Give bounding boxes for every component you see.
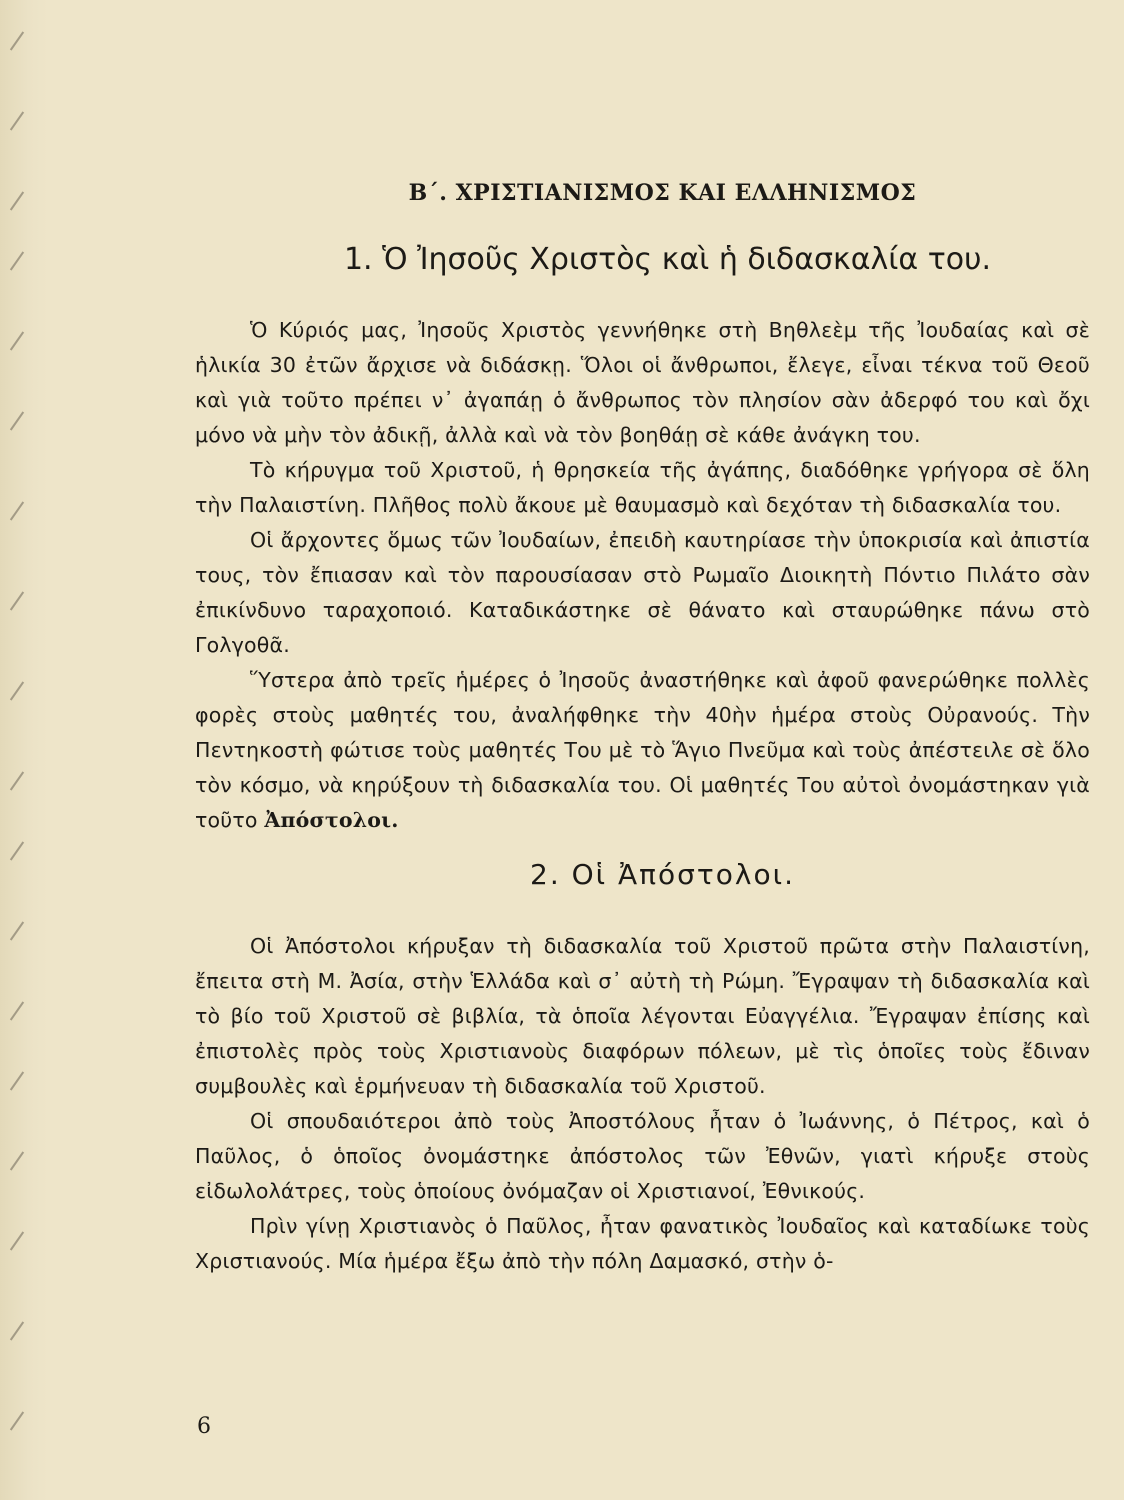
paragraph-text: Ὕστερα ἀπὸ τρεῖς ἡμέρες ὁ Ἰησοῦς ἀναστήθηκε καὶ ἀφοῦ φανερώθηκε πολλὲς φορὲς στοὺς μαθητές του, ἀναλήφθηκε τὴν 40ὴν ἡμέρα στοὺς Οὐρανούς. Τὴν Πεντηκοστὴ φώτισε τοὺς μαθητές Του μὲ τὸ Ἅγιο Πνεῦμα καὶ τοὺς ἀπέστειλε σὲ ὅλο τὸν κόσμο, νὰ κηρύξουν τὴ διδασκαλία του. Οἱ μαθητές Του αὐτοὶ ὀνομάστηκαν γιὰ τοῦτο: [195, 668, 1090, 832]
chapter-2-title: 2. Οἱ Ἀπόστολοι.: [530, 858, 795, 891]
paragraph: Τὸ κήρυγμα τοῦ Χριστοῦ, ἡ θρησκεία τῆς ἀγάπης, διαδόθηκε γρήγορα σὲ ὅλη τὴν Παλαιστίνη. Πλῆθος πολὺ ἄκουε μὲ θαυμασμὸ καὶ δεχόταν τὴ διδασκαλία του.: [195, 458, 1090, 517]
paragraph: Ὁ Κύριός μας, Ἰησοῦς Χριστὸς γεννήθηκε στὴ Βηθλεὲμ τῆς Ἰουδαίας καὶ σὲ ἡλικία 30 ἐτῶν ἄρχισε νὰ διδάσκῃ. Ὅλοι οἱ ἄνθρωποι, ἔλεγε, εἶναι τέκνα τοῦ Θεοῦ καὶ γιὰ τοῦτο πρέπει ν᾽ ἀγαπάῃ ὁ ἄνθρωπος τὸν πλησίον σὰν ἀδερφό του καὶ ὄχι μόνο νὰ μὴν τὸν ἀδικῇ, ἀλλὰ καὶ νὰ τὸν βοηθάῃ σὲ κάθε ἀνάγκη του.: [195, 318, 1090, 447]
page-content: [195, 180, 1090, 1279]
paragraph: Οἱ ἄρχοντες ὅμως τῶν Ἰουδαίων, ἐπειδὴ καυτηρίασε τὴν ὑποκρισία καὶ ἀπιστία τους, τὸν ἔπιασαν καὶ τὸν παρουσίασαν στὸ Ρωμαῖο Διοικητὴ Πόντιο Πιλάτο σὰν ἐπικίνδυνο ταραχοποιό. Καταδικάστηκε σὲ θάνατο καὶ σταυρώθηκε πάνω στὸ Γολγοθᾶ.: [195, 528, 1090, 657]
paragraph: Οἱ σπουδαιότεροι ἀπὸ τοὺς Ἀποστόλους ἦταν ὁ Ἰωάννης, ὁ Πέτρος, καὶ ὁ Παῦλος, ὁ ὁποῖος ὀνομάστηκε ἀπόστολος τῶν Ἐθνῶν, γιατὶ κήρυξε στοὺς εἰδωλολάτρες, τοὺς ὁποίους ὀνόμαζαν οἱ Χριστιανοί, Ἐθνικούς.: [195, 1109, 1090, 1203]
paragraph-with-bold-term: [195, 663, 1090, 838]
apostles-term: Ἀπόστολοι.: [264, 808, 399, 832]
paragraph: Οἱ Ἀπόστολοι κήρυξαν τὴ διδασκαλία τοῦ Χριστοῦ πρῶτα στὴν Παλαιστίνη, ἔπειτα στὴ Μ. Ἀσία, στὴν Ἑλλάδα καὶ σ᾽ αὐτὴ τὴ Ρώμη. Ἔγραψαν τὴ διδασκαλία καὶ τὸ βίο τοῦ Χριστοῦ σὲ βιβλία, τὰ ὁποῖα λέγονται Εὐαγγέλια. Ἔγραψαν ἐπίσης καὶ ἐπιστολὲς πρὸς τοὺς Χριστιανοὺς διαφόρων πόλεων, μὲ τὶς ὁποῖες τοὺς ἔδιναν συμβουλὲς καὶ ἑρμήνευαν τὴ διδασκαλία τοῦ Χριστοῦ.: [195, 934, 1090, 1098]
chapter-1-title: 1. Ὁ Ἰησοῦς Χριστὸς καὶ ἡ διδασκαλία του.: [343, 242, 992, 277]
paragraph: Πρὶν γίνῃ Χριστιανὸς ὁ Παῦλος, ἦταν φανατικὸς Ἰουδαῖος καὶ καταδίωκε τοὺς Χριστιανούς. Μία ἡμέρα ἔξω ἀπὸ τὴν πόλη Δαμασκό, στὴν ὁ-: [195, 1214, 1090, 1273]
section-heading: Β΄. ΧΡΙΣΤΙΑΝΙΣΜΟΣ ΚΑΙ ΕΛΛΗΝΙΣΜΟΣ: [408, 180, 917, 206]
page-number: 6: [197, 1414, 211, 1439]
page-binding-edge: [0, 0, 48, 1500]
